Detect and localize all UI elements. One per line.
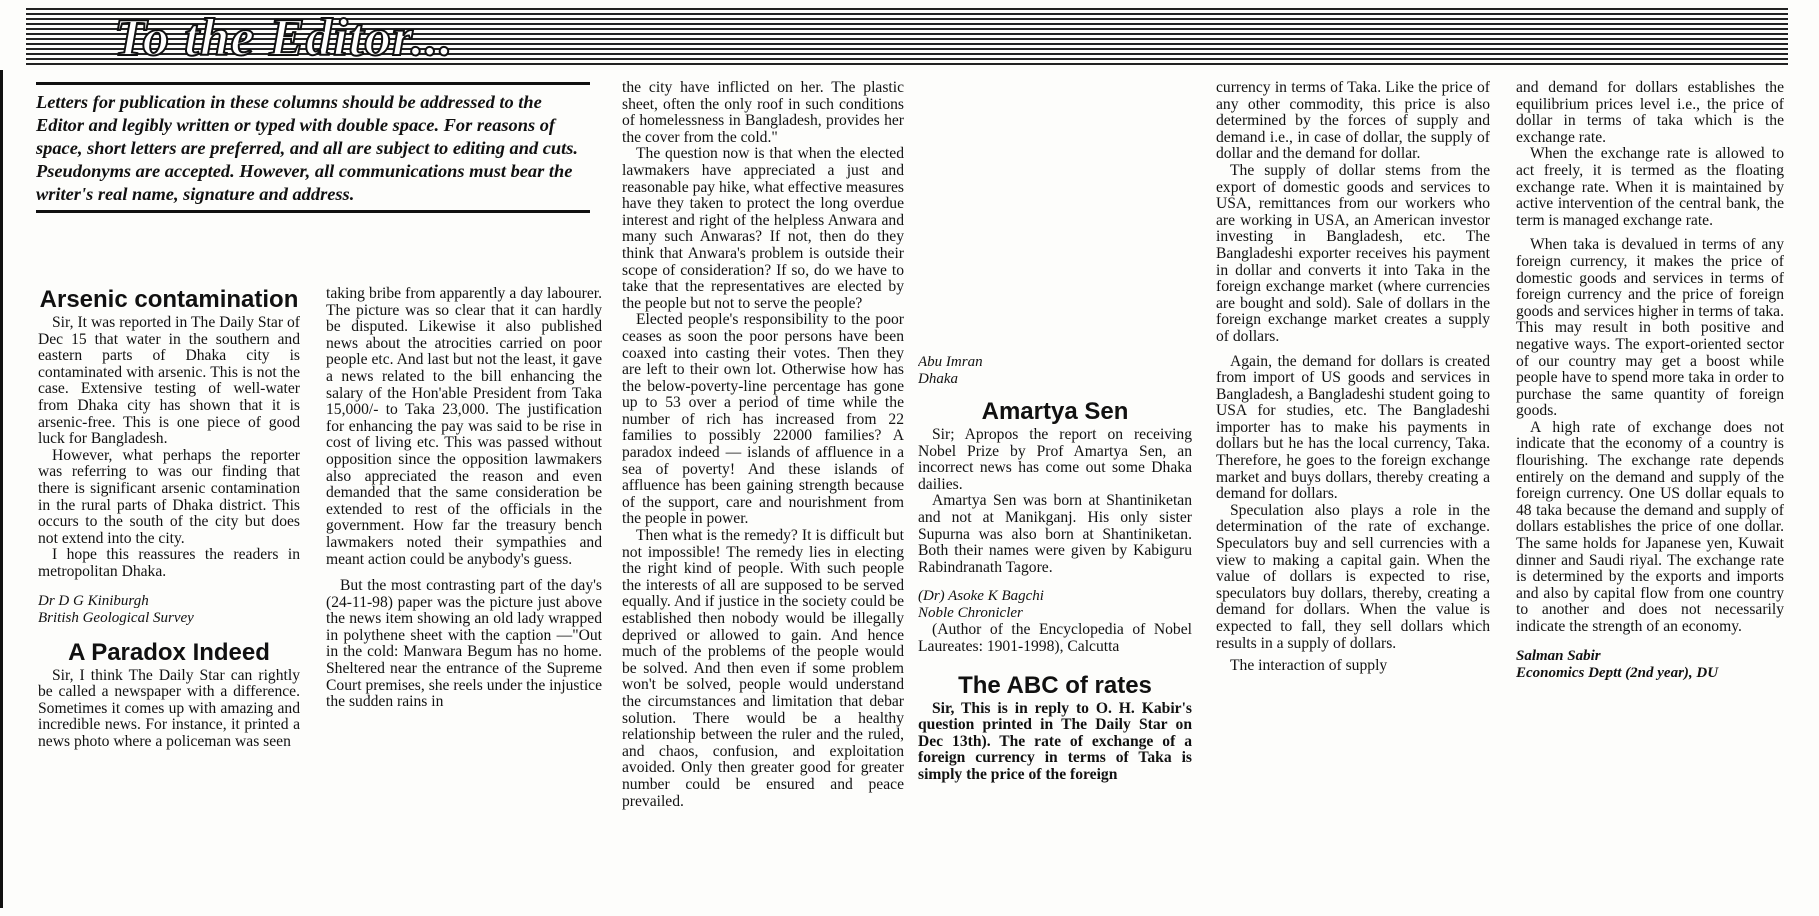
sen-headline: Amartya Sen	[981, 398, 1129, 425]
signature-name: Salman Sabir	[1516, 647, 1601, 664]
column-6	[1516, 80, 1784, 908]
paradox-paragraph: Then what is the remedy? It is difficult but not impossible! The remedy lies in electing the right kind of people. With such people the interests of all are supposed to be served equally. And if justice in the society could be established then nobody would be illegally deprived or allowed to gain. And hence much of the problems of the people would be solved. And then even if some problem won't be solved, people would understand the circumstances and limitation that debar solution. There would be a healthy relationship between the ruler and the ruled, and chaos, confusion, and exploitation avoided. Only then greater good for greater number could be ensured and peace prevailed.	[622, 527, 904, 810]
signature-name: Dr D G Kiniburgh	[38, 592, 149, 609]
left-border-rule	[0, 70, 3, 908]
paradox-headline: A Paradox Indeed	[68, 638, 270, 666]
arsenic-signature	[38, 593, 300, 627]
abc-paragraph: The supply of dollar stems from the export of domestic goods and services to USA, remittances from our workers who are working in USA, an American investor investing in Bangladesh, etc. The Bangladeshi exporter receives his payment in dollar and converts it into Taka in the foreign exchange market (where currencies are bought and sold). Sale of dollars in the foreign exchange market creates a supply of dollars.	[1216, 161, 1490, 345]
sen-paragraph: Sir; Apropos the report on receiving Nobel Prize by Prof Amartya Sen, an incorrect news has come out some Dhaka dailies.	[918, 426, 1192, 493]
abc-paragraph: and demand for dollars establishes the equilibrium prices level i.e., the price of dollar in terms of taka which is the exchange rate.	[1516, 80, 1784, 146]
column-5	[1216, 80, 1490, 908]
arsenic-paragraph: Sir, It was reported in The Daily Star of Dec 15 that water in the southern and eastern parts of Dhaka city is contaminated with arsenic. This is not the case. Extensive testing of well-water from Dhaka city has shown that it is arsenic-free. This is one piece of good luck for Bangladesh.	[38, 314, 300, 448]
abc-paragraph: The interaction of supply	[1230, 657, 1388, 675]
abc-headline: The ABC of rates	[958, 671, 1152, 699]
masthead-banner	[26, 8, 1788, 68]
abc-paragraph: When taka is devalued in terms of any foreign currency, it makes the price of domestic goods and services in terms of foreign currency and the price of foreign goods and services higher in terms of taka. This may result in both positive and negative ways. The export-oriented sector of our country may get a boost while people have to spend more taka in order to purchase the same quantity of foreign goods.	[1516, 236, 1784, 420]
column-4	[918, 80, 1192, 908]
column-1	[38, 282, 300, 908]
signature-org: British Geological Survey	[38, 609, 194, 626]
column-2	[326, 286, 602, 908]
abc-paragraph: A high rate of exchange does not indicate that the economy of a country is flourishing. The exchange rate depends entirely on the demand and supply of the foreign currency. One US dollar equals to 48 taka because the demand and supply of dollars establishes the price of one dollar. The same holds for Japanese yen, Kuwait dinner and Saudi riyal. The exchange rate is determined by the exports and imports and also by capital flow from one country to another and does not necessarily indicate the strength of an economy.	[1516, 418, 1784, 635]
signature-org: Noble Chronicler	[918, 605, 1023, 622]
sen-paragraph: Amartya Sen was born at Shantiniketan and not at Manikganj. His only sister Supurna was also born at Shantiniketan. Both their names were given by Kabiguru Rabindranath Tagore.	[918, 492, 1192, 576]
paradox-paragraph: But the most contrasting part of the day's (24-11-98) paper was the picture just above the news item showing an old lady wrapped in polythene sheet with the caption —"Out in the cold: Manwara Begum has no home. Sheltered near the entrance of the Supreme Court premises, she reels under the injustice the sudden rains in	[326, 577, 602, 711]
abc-paragraph: When the exchange rate is allowed to act freely, it is termed as the floating exchange rate. When it is maintained by active intervention of the central bank, the term is managed exchange rate.	[1516, 145, 1784, 229]
column-3	[622, 80, 904, 908]
paradox-paragraph: taking bribe from apparently a day labourer. The picture was so clear that it can hardly be disputed. Likewise it also published news about the atrocities carried on poor people etc. And last but not the least, it gave a news related to the bill enhancing the salary of the Hon'able President from Taka 15,000/- to Taka 23,000. The justification for enhancing the pay was said to be rise in cost of living etc. This was passed without opposition since the opposition lawmakers also appreciated the reason and even demanded that the same consideration be extended to rest of the officials in the government. How far the treasury bench lawmakers noted their sympathies and meant action could be anybody's guess.	[326, 286, 602, 568]
sen-signature	[918, 588, 1192, 622]
paradox-signature	[918, 354, 1192, 388]
abc-paragraph: Again, the demand for dollars is created from import of US goods and services in Bangladesh, a Bangladeshi student going to USA for studies, etc. The Bangladeshi importer has to make his payments in dollars but he has the local currency, Taka. Therefore, he goes to the foreign exchange market and buys dollars, thereby creating a demand for dollars.	[1216, 352, 1490, 503]
arsenic-paragraph: I hope this reassures the readers in metropolitan Dhaka.	[38, 546, 300, 580]
abc-signature	[1516, 648, 1784, 682]
masthead-title: To the Editor...	[114, 9, 454, 67]
arsenic-paragraph: However, what perhaps the reporter was referring to was our finding that there is significant arsenic contamination in the rural parts of Dhaka district. This occurs to the south of the city but does not extend into the city.	[38, 446, 300, 547]
paradox-paragraph: the city have inflicted on her. The plastic sheet, often the only roof in such conditions of homelessness in Bangladesh, provides her the cover from the cold."	[622, 80, 904, 146]
signature-name: Abu Imran	[918, 354, 983, 370]
editor-notice: Letters for publication in these columns should be addressed to the Editor and legibly written or typed with double space. For reasons of space, short letters are preferred, and all are subject to editing and cuts. Pseudonyms are accepted. However, all communications must bear the writer's real name, signature and address.	[36, 82, 590, 213]
arsenic-headline: Arsenic contamination	[39, 286, 299, 313]
signature-name: (Dr) Asoke K Bagchi	[918, 588, 1044, 605]
signature-org: Economics Deptt (2nd year), DU	[1516, 664, 1719, 681]
abc-paragraph: Speculation also plays a role in the determination of the rate of exchange. Speculators buy and sell currencies with a view to making a capital gain. When the value of dollars is expected to rise, speculators buy dollars, thereby, creating a demand for dollars. When the value is expected to fall, they sell dollars which results in a supply of dollars.	[1216, 501, 1490, 652]
paradox-continuation	[918, 80, 1192, 342]
abc-paragraph: Sir, This is in reply to O. H. Kabir's question printed in The Daily Star on Dec 13th). The rate of exchange of a foreign currency in terms of Taka is simply the price of the foreign	[918, 699, 1192, 783]
signature-place: Dhaka	[918, 371, 958, 387]
paradox-paragraph: The question now is that when the elected lawmakers have appreciated a just and reasonable pay hike, what effective measures have they taken to protect the long overdue interest and right of the helpless Anwara and many such Anwaras? If not, then do they think that Anwara's problem is outside their scope of consideration? If so, do we have to take that the representatives are elected by the people but not to serve the people?	[622, 145, 904, 312]
abc-paragraph: currency in terms of Taka. Like the price of any other commodity, this price is also determined by the forces of supply and demand i.e., in case of dollar, the supply of dollar and the demand for dollar.	[1216, 80, 1490, 163]
paradox-paragraph: Sir, I think The Daily Star can rightly be called a newspaper with a difference. Sometimes it comes up with amazing and incredible news. For instance, it printed a news photo where a policeman was seen	[38, 666, 300, 750]
sen-author-note: (Author of the Encyclopedia of Nobel Laureates: 1901-1998), Calcutta	[918, 621, 1192, 655]
paradox-paragraph: Elected people's responsibility to the poor ceases as soon the poor persons have been coaxed into casting their votes. Then they are left to their own lot. Otherwise how has the below-poverty-line percentage has gone up to 53 over a period of time while the number of rich has increased from 22 families to possibly 22000 families? A paradox indeed — islands of affluence in a sea of poverty! And these islands of affluence has been gaining strength because of the support, care and nourishment from the people in power.	[622, 311, 904, 528]
